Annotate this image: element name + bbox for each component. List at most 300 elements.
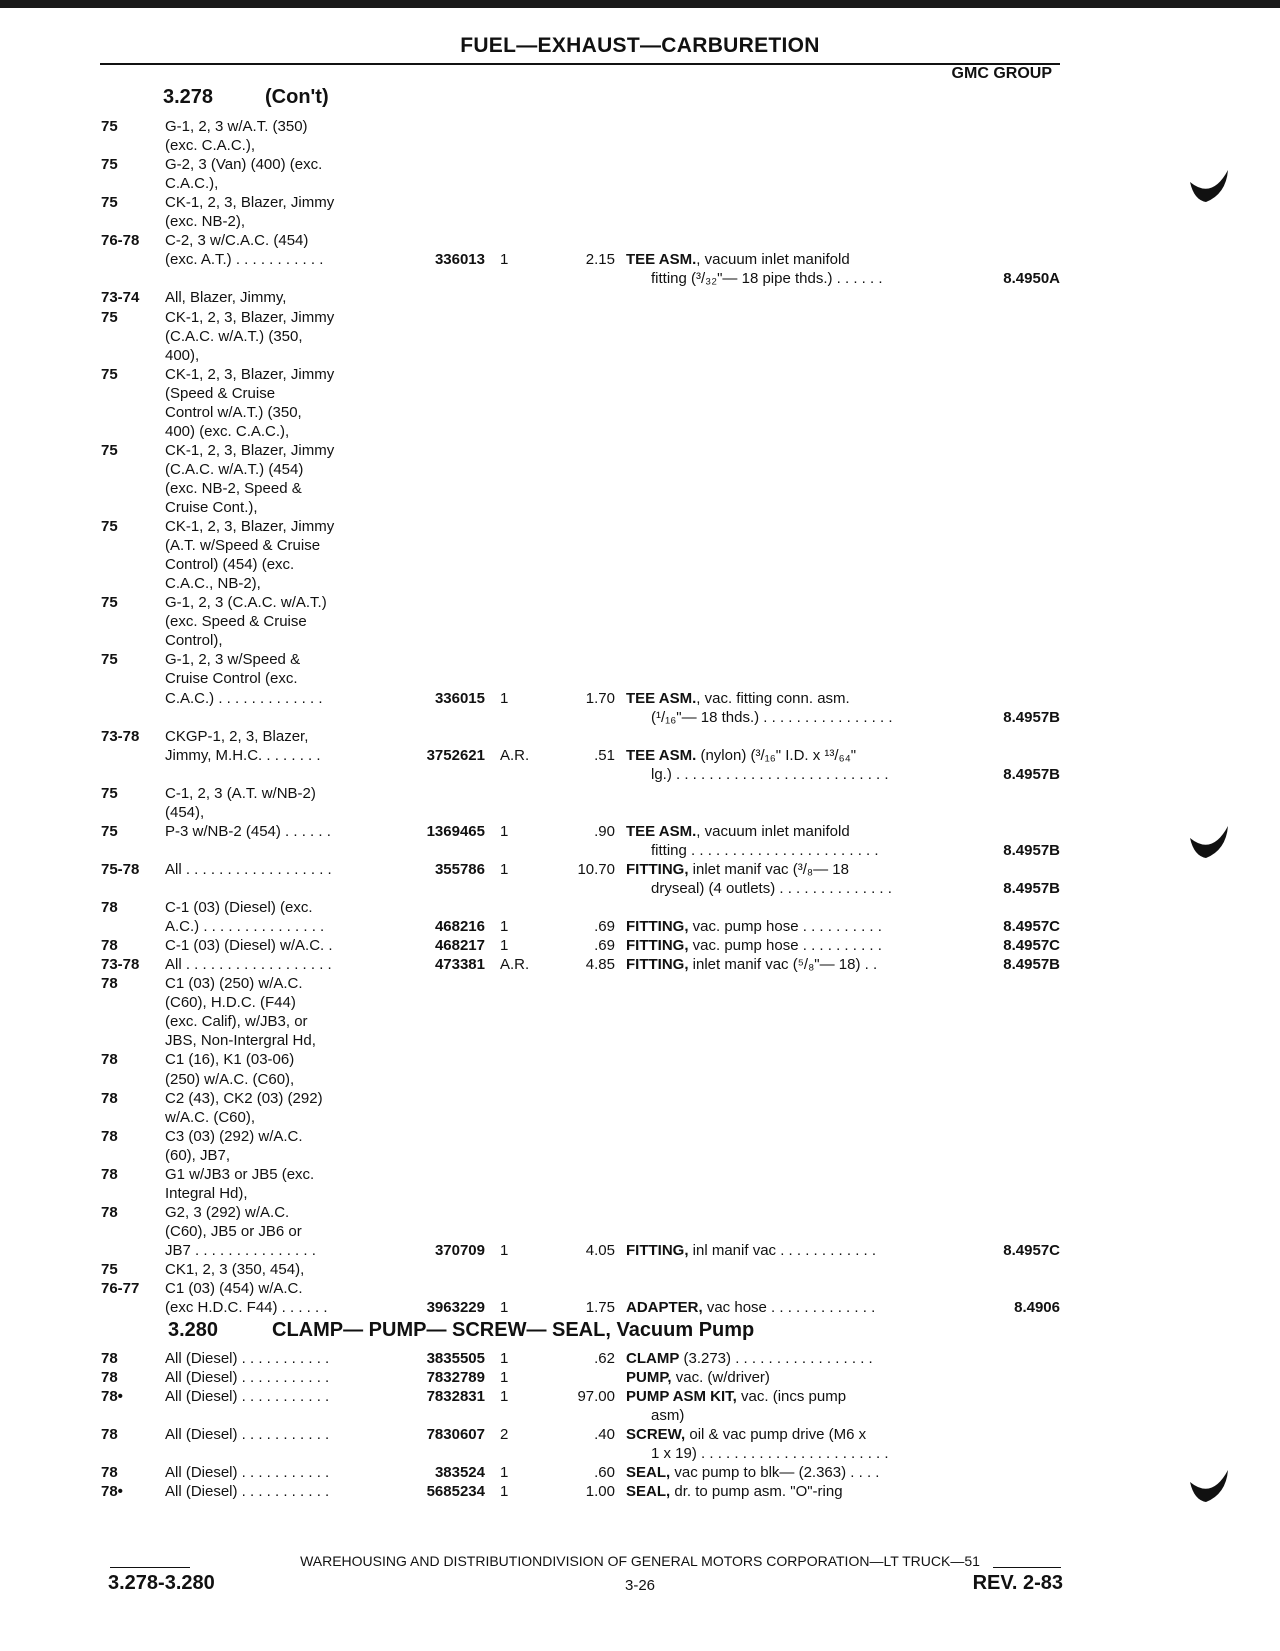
model-year: 76-78 [101,232,140,250]
parts-line [0,479,1280,499]
model-year: 75 [101,118,118,135]
group-number: 8.4957B [1003,956,1060,974]
part-detail: vac hose . . . . . . . . . . . . . [702,1299,876,1317]
parts-line [0,993,1280,1013]
part-name: SCREW, [626,1426,686,1444]
price: .51 [594,746,615,764]
model-application: (250) w/A.C. (C60), [165,1070,295,1088]
part-description [651,879,892,899]
parts-line [0,593,1280,613]
footer-rule-right [993,1567,1061,1568]
model-application: C-1, 2, 3 (A.T. w/NB-2) [165,784,316,802]
part-number: 3963229 [426,1299,485,1317]
parts-line [0,746,1280,766]
quantity: 1 [500,860,509,878]
model-application: 400), [165,346,200,364]
group-number: 8.4957B [1003,708,1060,726]
group-number: 8.4957B [1003,765,1060,783]
parts-line [0,574,1280,594]
part-detail: asm) [651,1407,685,1425]
model-year: 78 [101,1127,118,1145]
part-detail: (3.273) . . . . . . . . . . . . . . . . . [679,1350,873,1367]
model-application: (exc. A.T.) . . . . . . . . . . . [165,251,324,269]
model-application: Control) (454) (exc. [165,556,295,574]
part-detail: lg.) . . . . . . . . . . . . . . . . . . . . . . . . . . [651,765,889,783]
quantity: 1 [500,1483,509,1501]
part-number: 3752621 [426,746,485,764]
model-application: JB7 . . . . . . . . . . . . . . . [165,1241,316,1259]
parts-line [0,1463,1280,1483]
model-application: Jimmy, M.H.C. . . . . . . . [165,746,321,764]
model-application: (60), JB7, [165,1146,231,1164]
parts-line [0,269,1280,289]
parts-line [0,1012,1280,1032]
parts-line [0,1146,1280,1166]
model-year: 75 [101,651,118,669]
model-application: C-2, 3 w/C.A.C. (454) [165,232,309,250]
model-application: G1 w/JB3 or JB5 (exc. [165,1165,315,1183]
parts-line [0,708,1280,728]
part-description [626,860,849,880]
model-application: C-1 (03) (Diesel) w/A.C. . [165,937,333,955]
model-application: C3 (03) (292) w/A.C. [165,1127,303,1145]
group-label: GMC GROUP [951,65,1052,82]
model-application: All . . . . . . . . . . . . . . . . . . [165,860,332,878]
parts-line [0,1165,1280,1185]
footer-division: WAREHOUSING AND DISTRIBUTIONDIVISION OF GENERAL MOTORS CORPORATION—LT TRUCK—51 [300,1553,980,1569]
parts-line [0,936,1280,956]
binder-ring-mark [1188,1468,1236,1506]
model-application: CK-1, 2, 3, Blazer, Jimmy [165,308,335,326]
parts-line [0,384,1280,404]
part-name: SEAL, [626,1464,671,1482]
parts-line [0,689,1280,709]
parts-line [0,631,1280,651]
binder-ring-mark [1188,824,1236,862]
group-number: 8.4957C [1003,918,1060,936]
parts-line [0,879,1280,899]
model-application: (454), [165,803,205,821]
part-detail: oil & vac pump drive (M6 x [685,1426,867,1444]
model-application: All (Diesel) . . . . . . . . . . . [165,1350,330,1367]
parts-line [0,517,1280,537]
model-application: C.A.C., NB-2), [165,575,261,593]
parts-line [0,841,1280,861]
price: .62 [594,1350,615,1367]
model-application: (exc. NB-2, Speed & [165,479,302,497]
model-year: 75 [101,518,118,536]
model-year: 73-74 [101,289,140,307]
parts-line [0,803,1280,823]
parts-line [0,1406,1280,1426]
model-application: (A.T. w/Speed & Cruise [165,537,321,555]
parts-line [0,346,1280,366]
price: 4.05 [585,1241,615,1259]
parts-line [0,765,1280,785]
parts-line [0,1241,1280,1261]
parts-line [0,536,1280,556]
model-application: C.A.C.) . . . . . . . . . . . . . [165,689,323,707]
part-description [651,1406,684,1426]
part-detail: fitting . . . . . . . . . . . . . . . . . . . . . . . [651,841,879,859]
model-application: G-1, 2, 3 (C.A.C. w/A.T.) [165,594,327,612]
quantity: 1 [500,689,509,707]
model-year: 78• [101,1483,123,1501]
footer-revision: REV. 2-83 [972,1572,1063,1594]
model-application: (exc. Speed & Cruise [165,613,307,631]
quantity: 1 [500,1388,509,1406]
price: 2.15 [585,251,615,269]
part-name: TEE ASM. [626,746,697,764]
model-application: JBS, Non-Intergral Hd, [165,1032,316,1050]
model-application: Cruise Cont.), [165,499,258,516]
part-name: TEE ASM. [626,822,697,840]
parts-line [0,1444,1280,1464]
footer-rule-left [110,1567,190,1568]
model-year: 75 [101,365,118,383]
part-number: 336015 [434,689,485,707]
part-description [651,1444,889,1464]
model-application: (C60), H.D.C. (F44) [165,994,296,1012]
price: .90 [594,822,615,840]
model-application: (C60), JB5 or JB6 or [165,1222,302,1240]
footer-section-range: 3.278-3.280 [108,1572,215,1594]
model-application: (exc. Calif), w/JB3, or [165,1013,308,1031]
price: 97.00 [577,1388,615,1406]
parts-line [0,308,1280,328]
part-description [651,765,889,785]
model-application: G2, 3 (292) w/A.C. [165,1203,290,1221]
model-application: (exc. NB-2), [165,213,246,231]
part-description [626,746,856,766]
model-year: 75 [101,308,118,326]
model-application: CK1, 2, 3 (350, 454), [165,1261,305,1278]
section-heading: (Con't) [265,86,329,108]
part-detail: (nylon) (³/₁₆" I.D. x ¹³/₆₄" [696,746,857,764]
part-name: FITTING, [626,956,689,974]
model-year: 75 [101,1261,118,1278]
part-detail: vac. (w/driver) [671,1369,770,1387]
model-year: 76-77 [101,1280,140,1298]
quantity: 1 [500,251,509,269]
model-year: 78 [101,1350,118,1367]
model-application: 400) (exc. C.A.C.), [165,422,290,440]
part-name: FITTING, [626,1241,689,1259]
model-year: 78 [101,899,118,917]
parts-line [0,231,1280,251]
model-application: G-1, 2, 3 w/Speed & [165,651,301,669]
quantity: 1 [500,1464,509,1482]
parts-line [0,1482,1280,1502]
model-year: 78 [101,1369,118,1387]
part-description [626,1241,876,1261]
part-number: 7832789 [426,1369,485,1387]
part-name: FITTING, [626,937,689,955]
parts-line [0,822,1280,842]
group-number: 8.4957B [1003,841,1060,859]
page-title: FUEL—EXHAUST—CARBURETION [460,34,820,57]
quantity: 2 [500,1426,509,1444]
part-detail: inlet manif vac (³/₈— 18 [688,860,849,878]
model-year: 75 [101,784,118,802]
model-year: 78• [101,1388,123,1406]
quantity: 1 [500,1350,509,1367]
part-number: 3835505 [426,1350,485,1367]
quantity: 1 [500,1369,509,1387]
part-description [626,917,882,937]
part-name: ADAPTER, [626,1299,703,1317]
part-detail: 1 x 19) . . . . . . . . . . . . . . . . . . . . . . . [651,1445,889,1463]
part-detail: vac. pump hose . . . . . . . . . . [688,918,882,936]
part-name: PUMP, [626,1369,672,1387]
model-application: C1 (03) (454) w/A.C. [165,1280,303,1298]
parts-line [0,136,1280,156]
part-detail: , vac. fitting conn. asm. [696,689,850,707]
parts-line [0,441,1280,461]
part-description [626,936,882,956]
part-number: 7830607 [426,1426,485,1444]
quantity: A.R. [500,746,530,764]
model-application: (C.A.C. w/A.T.) (454) [165,460,304,478]
header-rule [100,63,1060,65]
price: 1.00 [585,1483,615,1501]
model-year: 78 [101,975,118,993]
model-application: CK-1, 2, 3, Blazer, Jimmy [165,441,335,459]
parts-line [0,1108,1280,1128]
parts-line [0,1222,1280,1242]
model-application: (exc H.D.C. F44) . . . . . . [165,1299,328,1317]
price: .60 [594,1464,615,1482]
part-number: 370709 [434,1241,485,1259]
parts-line [0,193,1280,213]
model-application: CKGP-1, 2, 3, Blazer, [165,727,309,745]
parts-line [0,1203,1280,1223]
model-application: C1 (16), K1 (03-06) [165,1051,295,1069]
model-application: All . . . . . . . . . . . . . . . . . . [165,956,332,974]
model-application: All (Diesel) . . . . . . . . . . . [165,1388,330,1406]
parts-line [0,974,1280,994]
model-year: 78 [101,937,118,955]
model-year: 73-78 [101,727,140,745]
part-description [626,822,850,842]
model-application: G-2, 3 (Van) (400) (exc. [165,156,323,174]
part-description [626,955,877,975]
model-application: G-1, 2, 3 w/A.T. (350) [165,118,308,135]
part-name: SEAL, [626,1483,671,1501]
model-application: CK-1, 2, 3, Blazer, Jimmy [165,194,335,212]
part-description [626,1368,770,1388]
part-description [626,250,850,270]
part-name: CLAMP [626,1350,680,1367]
parts-line [0,460,1280,480]
part-detail: fitting (³/₃₂"— 18 pipe thds.) . . . . . . [651,270,883,288]
model-year: 78 [101,1165,118,1183]
part-description [651,708,893,728]
quantity: A.R. [500,956,530,974]
part-detail: vac. pump hose . . . . . . . . . . [688,937,882,955]
model-application: (Speed & Cruise [165,384,276,402]
price: 10.70 [577,860,615,878]
model-application: Control w/A.T.) (350, [165,403,302,421]
parts-line [0,117,1280,137]
part-detail: vac pump to blk— (2.363) . . . . [670,1464,880,1482]
part-number: 473381 [434,956,485,974]
part-number: 468216 [434,918,485,936]
price: .40 [594,1426,615,1444]
parts-line [0,727,1280,747]
parts-line [0,288,1280,308]
binder-ring-mark [1188,168,1236,206]
model-application: All (Diesel) . . . . . . . . . . . [165,1464,330,1482]
part-description [626,1298,875,1318]
part-detail: dr. to pump asm. "O"-ring [670,1483,843,1501]
model-application: C.A.C.), [165,175,219,193]
part-number: 468217 [434,937,485,955]
parts-line [0,174,1280,194]
price: .69 [594,918,615,936]
parts-line [0,250,1280,270]
section-number: 3.278 [163,86,214,108]
part-description [651,841,879,861]
model-application: CK-1, 2, 3, Blazer, Jimmy [165,365,335,383]
quantity: 1 [500,1241,509,1259]
parts-line [0,422,1280,442]
model-application: P-3 w/NB-2 (454) . . . . . . [165,822,331,840]
group-number: 8.4906 [1014,1299,1060,1317]
model-application: w/A.C. (C60), [165,1108,256,1126]
model-year: 75 [101,822,118,840]
model-year: 75 [101,194,118,212]
group-number: 8.4957C [1003,937,1060,955]
model-application: All (Diesel) . . . . . . . . . . . [165,1483,330,1501]
parts-line [0,917,1280,937]
part-detail: , vacuum inlet manifold [696,251,850,269]
price: .69 [594,937,615,955]
parts-line [0,1089,1280,1109]
model-year: 73-78 [101,956,140,974]
model-application: (C.A.C. w/A.T.) (350, [165,327,303,345]
parts-line [0,1425,1280,1445]
part-description [626,1482,843,1502]
part-description [651,269,883,289]
parts-line [0,498,1280,518]
model-year: 75-78 [101,860,140,878]
parts-line [0,955,1280,975]
model-year: 78 [101,1464,118,1482]
part-name: TEE ASM. [626,251,697,269]
part-detail: (¹/₁₆"— 18 thds.) . . . . . . . . . . . . . . . . [651,708,893,726]
part-number: 336013 [434,251,485,269]
quantity: 1 [500,822,509,840]
section-number: 3.280 [168,1319,219,1341]
model-year: 78 [101,1089,118,1107]
parts-line [0,860,1280,880]
part-description [626,1463,879,1483]
part-detail: inl manif vac . . . . . . . . . . . . [688,1241,877,1259]
group-number: 8.4950A [1003,270,1060,288]
price: 1.70 [585,689,615,707]
parts-line [0,1368,1280,1388]
parts-line [0,1050,1280,1070]
parts-line [0,212,1280,232]
part-description [626,1387,846,1407]
parts-line [0,1260,1280,1280]
part-description [626,1349,873,1369]
quantity: 1 [500,937,509,955]
part-detail: vac. (incs pump [736,1388,847,1406]
parts-line [0,1387,1280,1407]
model-year: 78 [101,1426,118,1444]
part-number: 355786 [434,860,485,878]
price: 4.85 [585,956,615,974]
section-heading: CLAMP— PUMP— SCREW— SEAL, Vacuum Pump [272,1319,755,1341]
footer-page-number: 3-26 [624,1577,656,1594]
quantity: 1 [500,1299,509,1317]
part-number: 1369465 [426,822,485,840]
parts-line [0,1184,1280,1204]
part-number: 5685234 [426,1483,485,1501]
part-number: 383524 [434,1464,485,1482]
model-application: C1 (03) (250) w/A.C. [165,975,303,993]
price: 1.75 [585,1299,615,1317]
parts-line [0,898,1280,918]
part-name: FITTING, [626,860,689,878]
parts-line [0,1279,1280,1299]
parts-line [0,555,1280,575]
model-year: 75 [101,594,118,612]
quantity: 1 [500,918,509,936]
model-application: CK-1, 2, 3, Blazer, Jimmy [165,518,335,536]
model-application: (exc. C.A.C.), [165,137,256,155]
model-year: 75 [101,156,118,174]
part-name: PUMP ASM KIT, [626,1388,737,1406]
part-name: TEE ASM. [626,689,697,707]
model-application: C2 (43), CK2 (03) (292) [165,1089,323,1107]
model-application: Integral Hd), [165,1184,248,1202]
model-application: All, Blazer, Jimmy, [165,289,287,307]
parts-line [0,784,1280,804]
parts-line [0,403,1280,423]
model-year: 78 [101,1203,118,1221]
parts-line [0,1070,1280,1090]
model-application: All (Diesel) . . . . . . . . . . . [165,1369,330,1387]
model-application: C-1 (03) (Diesel) (exc. [165,899,313,917]
part-number: 7832831 [426,1388,485,1406]
part-detail: dryseal) (4 outlets) . . . . . . . . . . . . . . [651,880,892,897]
group-number: 8.4957B [1003,880,1060,897]
parts-line [0,327,1280,347]
parts-line [0,612,1280,632]
model-year: 78 [101,1051,118,1069]
model-application: Control), [165,632,223,650]
parts-line [0,650,1280,670]
part-name: FITTING, [626,918,689,936]
parts-line [0,1127,1280,1147]
parts-line [0,1298,1280,1318]
part-detail: , vacuum inlet manifold [696,822,850,840]
model-application: A.C.) . . . . . . . . . . . . . . . [165,918,325,936]
model-application: All (Diesel) . . . . . . . . . . . [165,1426,330,1444]
parts-line [0,365,1280,385]
part-description [626,689,850,709]
parts-line [0,669,1280,689]
model-year: 75 [101,441,118,459]
parts-line [0,1349,1280,1369]
scan-edge-bar [0,0,1280,8]
part-description [626,1425,866,1445]
model-application: Cruise Control (exc. [165,670,298,688]
parts-line [0,155,1280,175]
